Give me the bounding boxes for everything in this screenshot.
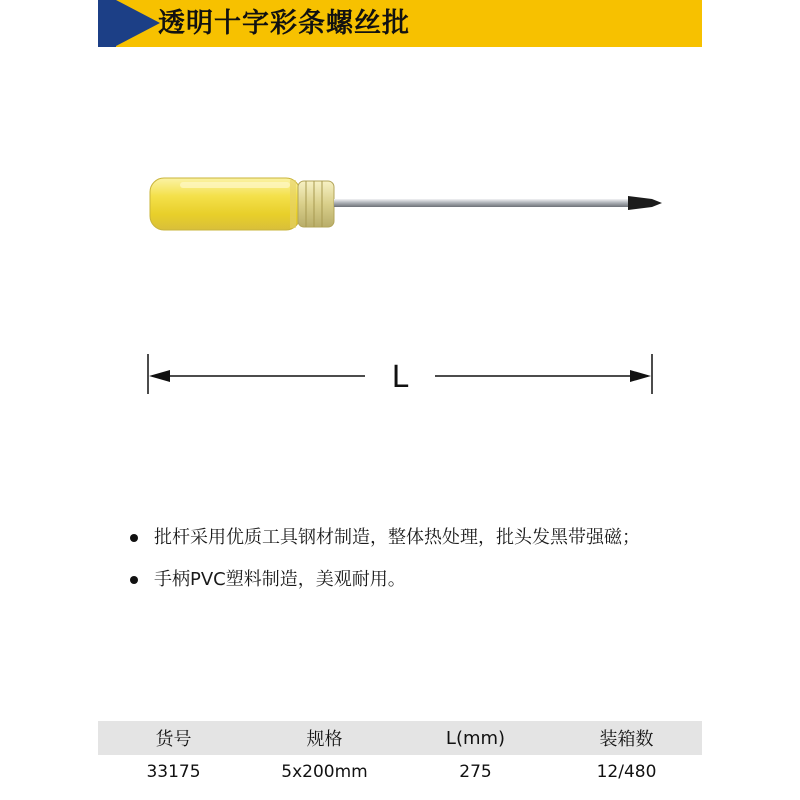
- screwdriver-ferrule: [298, 181, 334, 227]
- arrow-left-icon: [149, 370, 170, 382]
- header-carton-qty: 装箱数: [551, 721, 702, 755]
- bullet-icon: [130, 576, 138, 584]
- cell-length: 275: [459, 762, 492, 782]
- feature-item: [126, 520, 726, 556]
- banner-arrow-icon: [116, 0, 160, 46]
- screwdriver-image: [140, 165, 670, 245]
- table-header-row: [98, 721, 702, 755]
- arrow-right-icon: [630, 370, 651, 382]
- header-length: L(mm): [400, 721, 551, 755]
- table-row: [98, 755, 702, 789]
- page-title: 透明十字彩条螺丝批: [158, 8, 410, 39]
- spec-table: [98, 721, 702, 789]
- banner-accent: [98, 0, 116, 47]
- feature-text: 手柄PVC塑料制造，美观耐用。: [154, 569, 406, 590]
- cell-item-no: 33175: [146, 762, 201, 782]
- bullet-icon: [130, 534, 138, 542]
- feature-list: [126, 520, 726, 598]
- cell-carton-qty: 12/480: [596, 762, 657, 782]
- header-spec: 规格: [249, 721, 400, 755]
- cell-spec: 5x200mm: [281, 762, 368, 782]
- feature-text: 批杆采用优质工具钢材制造，整体热处理，批头发黑带强磁；: [154, 527, 640, 548]
- dimension-label: L: [391, 360, 409, 395]
- feature-item: [126, 562, 726, 598]
- title-banner: [98, 0, 702, 47]
- screwdriver-tip: [628, 196, 662, 210]
- handle-stripes: [290, 180, 296, 228]
- header-item-no: 货号: [98, 721, 249, 755]
- screwdriver-shaft: [334, 199, 630, 207]
